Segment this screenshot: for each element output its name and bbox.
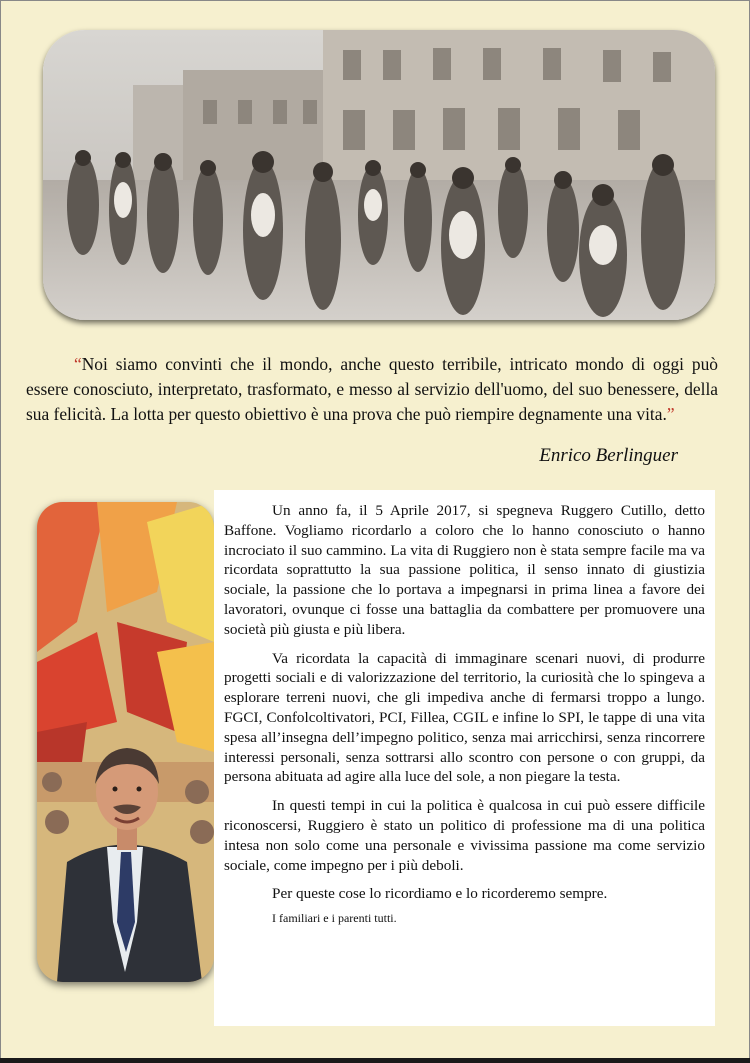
street-dance-photo	[43, 30, 715, 320]
close-quote-mark: ”	[666, 404, 675, 424]
ruggero-portrait-photo	[37, 502, 214, 982]
quote-text: Noi siamo convinti che il mondo, anche questo terribile, intricato mondo di oggi può essere conosciuto, interpretato, trasformato, e messo al servizio dell'uomo, del suo benessere, della sua felicità. La lotta per questo obiettivo è una prova che può riempire degnamente una vita.	[26, 354, 718, 424]
bottom-rule	[0, 1058, 750, 1063]
open-quote-mark: “	[74, 354, 82, 374]
article-closing: Per queste cose lo ricordiamo e lo ricorderemo sempre.	[272, 885, 608, 903]
quote-author: Enrico Berlinguer	[539, 445, 678, 466]
memorial-text-box	[214, 490, 715, 1026]
berlinguer-quote	[26, 352, 718, 427]
article-paragraph-1: Un anno fa, il 5 Aprile 2017, si spegneva Ruggero Cutillo, detto Baffone. Vogliamo ricordarlo a coloro che lo hanno conosciuto o hanno incrociato il suo cammino. La vita di Ruggiero non è stata sempre facile ma va ricordata soprattutto la sua passione politica, il senso innato di giustizia sociale, la passione che lo portava a impegnarsi in prima linea a favore dei lavoratori, ovunque ci fosse una battaglia da combattere per promuovere una società più giusta e più libera.	[224, 502, 705, 638]
article-paragraph-2: Va ricordata la capacità di immaginare scenari nuovi, di produrre progetti sociali e di valorizzazione del territorio, la curiosità che lo spingeva a esplorare terreni nuovi, che gli impediva anche di fermarsi troppo a lungo. FGCI, Confolcoltivatori, PCI, Fillea, CGIL e infine lo SPI, le tappe di una vita spesa all’insegna dell’impegno politico, senza mai arricchirsi, senza rincorrere interessi personali, senza sottrarsi allo scontro con persone o con gruppi, da persona abituata ad agire alla luce del sole, a non piegare la testa.	[224, 649, 705, 786]
article-paragraph-3: In questi tempi in cui la politica è qualcosa in cui può essere difficile riconoscersi, Ruggiero è stato un politico di professione ma di una politica intesa non solo come una personale e vivissima passione ma come servizio sociale, come impegno per i più deboli.	[224, 797, 705, 874]
article-signature: I familiari e i parenti tutti.	[272, 911, 397, 926]
